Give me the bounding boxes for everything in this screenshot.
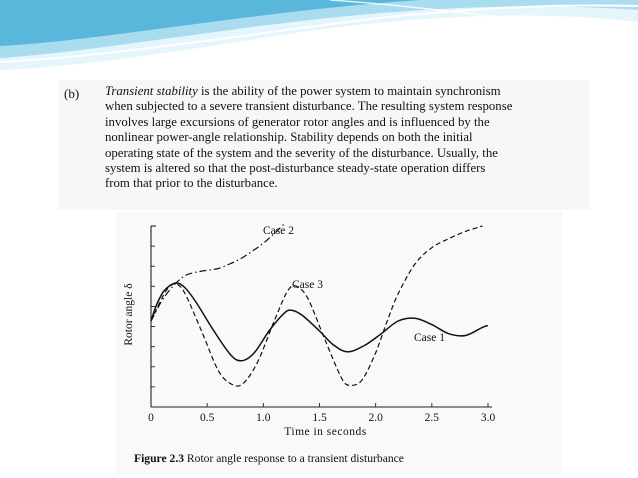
x-tick-label: 3.0 [480, 412, 496, 424]
x-tick-label: 2.0 [368, 412, 383, 424]
paragraph-line-5: operating state of the system and the severity of the disturbance. Usually, the [105, 145, 498, 160]
paragraph-term: Transient stability [105, 84, 198, 98]
figure-caption-text: Rotor angle response to a transient disturbance [184, 452, 404, 465]
y-axis-label: Rotor angle δ [123, 283, 135, 346]
chart-series-layer [151, 222, 488, 386]
chart-axes [151, 226, 492, 407]
paragraph-line-3: involves large excursions of generator rotor angles and is influenced by the [105, 114, 490, 129]
case-label-case-3: Case 3 [292, 279, 323, 291]
x-tick-label: 0 [148, 412, 154, 424]
rotor-angle-chart [116, 212, 562, 452]
case-label-case-1: Case 1 [414, 332, 445, 344]
figure-caption [134, 452, 404, 465]
chart-labels-layer [123, 225, 495, 438]
paragraph-line-4: nonlinear power-angle relationship. Stability depends on both the initial [105, 130, 473, 145]
paragraph-label: (b) [64, 86, 80, 101]
case-label-case-2: Case 2 [263, 225, 294, 237]
x-tick-label: 0.5 [199, 412, 215, 424]
series-line-case-1 [151, 283, 488, 361]
paragraph-line-1 [105, 84, 583, 99]
series-line-case-2 [151, 222, 286, 321]
series-line-case-3 [151, 226, 482, 386]
transient-stability-paragraph [105, 84, 583, 192]
paragraph-line-6: system is altered so that the post-disturbance steady-state operation differs [105, 161, 486, 176]
x-tick-label: 2.5 [424, 412, 440, 424]
x-tick-label: 1.5 [312, 412, 327, 424]
figure-caption-label: Figure 2.3 [134, 452, 185, 465]
x-axis-label: Time in seconds [284, 426, 367, 438]
paragraph-line-7: from that prior to the disturbance. [105, 176, 278, 191]
x-tick-label: 1.0 [256, 412, 271, 424]
paragraph-line-1-rest: is the ability of the power system to maintain synchronism [197, 84, 501, 98]
paragraph-line-2: when subjected to a severe transient disturbance. The resulting system response [105, 99, 513, 114]
